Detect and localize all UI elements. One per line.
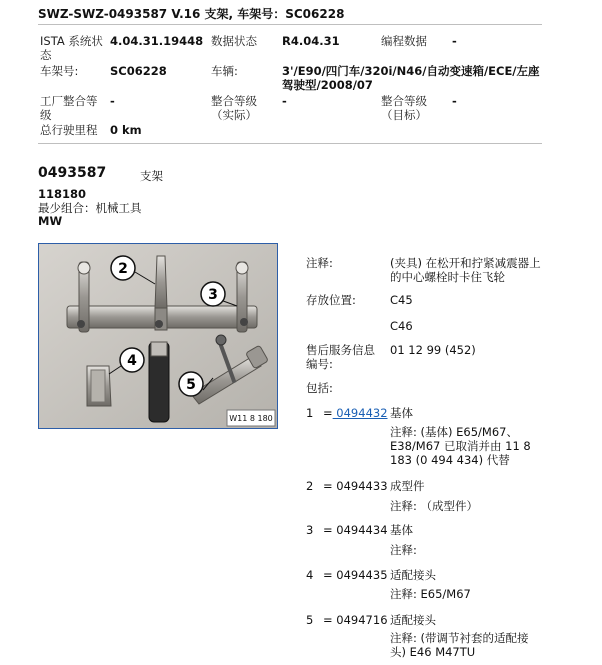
page-title: SWZ-SWZ-0493587 V.16 支架, 车架号：SC06228 (38, 7, 345, 21)
item-part-number: = 0494434 (323, 523, 388, 537)
item-note: 注释: (390, 543, 417, 557)
factory-level-value: - (110, 94, 115, 108)
vin-label: 车架号: (40, 64, 79, 78)
part-number: 0493587 (38, 165, 107, 181)
item-note: 注释: (基体) E65/M67、E38/M67 已取消并由 11 8 183 (0 494 434) 代替 (390, 425, 531, 467)
actual-level-value: - (282, 94, 287, 108)
item-name: 适配接头 (390, 568, 436, 582)
prog-data-label: 编程数据 (381, 34, 427, 48)
service-label: 售后服务信息编号: (306, 343, 375, 371)
item-name: 基体 (390, 523, 413, 537)
ista-value: 4.04.31.19448 (110, 34, 204, 48)
storage-value-2: C46 (390, 319, 413, 333)
mileage-label: 总行驶里程 (40, 123, 98, 137)
item-name: 成型件 (390, 479, 425, 493)
item-index: 4 (306, 568, 314, 582)
item-note: 注释: （成型件） (390, 499, 479, 513)
factory-level-label: 工厂整合等级 (40, 94, 98, 122)
note-value: (夹具) 在松开和拧紧减震器上的中心螺栓时卡住飞轮 (390, 256, 541, 284)
vin-value: SC06228 (110, 64, 167, 78)
item-part-link[interactable]: = 0494432 (323, 406, 388, 420)
min-group: 最少组合：机械工具 (38, 201, 142, 215)
vehicle-label: 车辆: (211, 64, 238, 78)
storage-label: 存放位置: (306, 293, 356, 307)
data-state-label: 数据状态 (211, 34, 257, 48)
tool-illustration (39, 244, 277, 428)
callout-5: 5 (186, 377, 196, 393)
item-part-number: = 0494435 (323, 568, 388, 582)
target-level-label: 整合等级（目标） (381, 94, 427, 122)
storage-value-1: C45 (390, 293, 413, 307)
item-note: 注释: E65/M67 (390, 587, 471, 601)
mileage-value: 0 km (110, 123, 142, 137)
item-index: 5 (306, 613, 314, 627)
tool-photo (38, 243, 278, 429)
header-divider (38, 24, 542, 25)
prog-data-value: - (452, 34, 457, 48)
callout-2: 2 (118, 261, 128, 277)
part-code: 118180 (38, 187, 87, 201)
part-unit: MW (38, 214, 63, 228)
actual-level-label: 整合等级（实际） (211, 94, 257, 122)
item-index: 3 (306, 523, 314, 537)
item-part-number: = 0494716 (323, 613, 388, 627)
part-name: 支架 (140, 169, 163, 183)
callout-4: 4 (127, 353, 137, 369)
item-name: 基体 (390, 406, 413, 420)
item-index: 2 (306, 479, 314, 493)
vehicle-value: 3'/E90/四门车/320i/N46/自动变速箱/ECE/左座驾驶型/2008/07 (282, 64, 540, 92)
item-name: 适配接头 (390, 613, 436, 627)
item-part-number: = 0494433 (323, 479, 388, 493)
data-state-value: R4.04.31 (282, 34, 340, 48)
target-level-value: - (452, 94, 457, 108)
ista-label: ISTA 系统状态 (40, 34, 103, 62)
info-divider (38, 143, 542, 144)
callout-3: 3 (208, 287, 218, 303)
item-note: 注释: (带调节衬套的适配接头) E46 M47TU (390, 631, 529, 659)
includes-label: 包括: (306, 381, 333, 395)
item-index: 1 (306, 406, 314, 420)
note-label: 注释: (306, 256, 333, 270)
service-value: 01 12 99 (452) (390, 343, 476, 357)
photo-caption: W11 8 180 (229, 414, 273, 423)
